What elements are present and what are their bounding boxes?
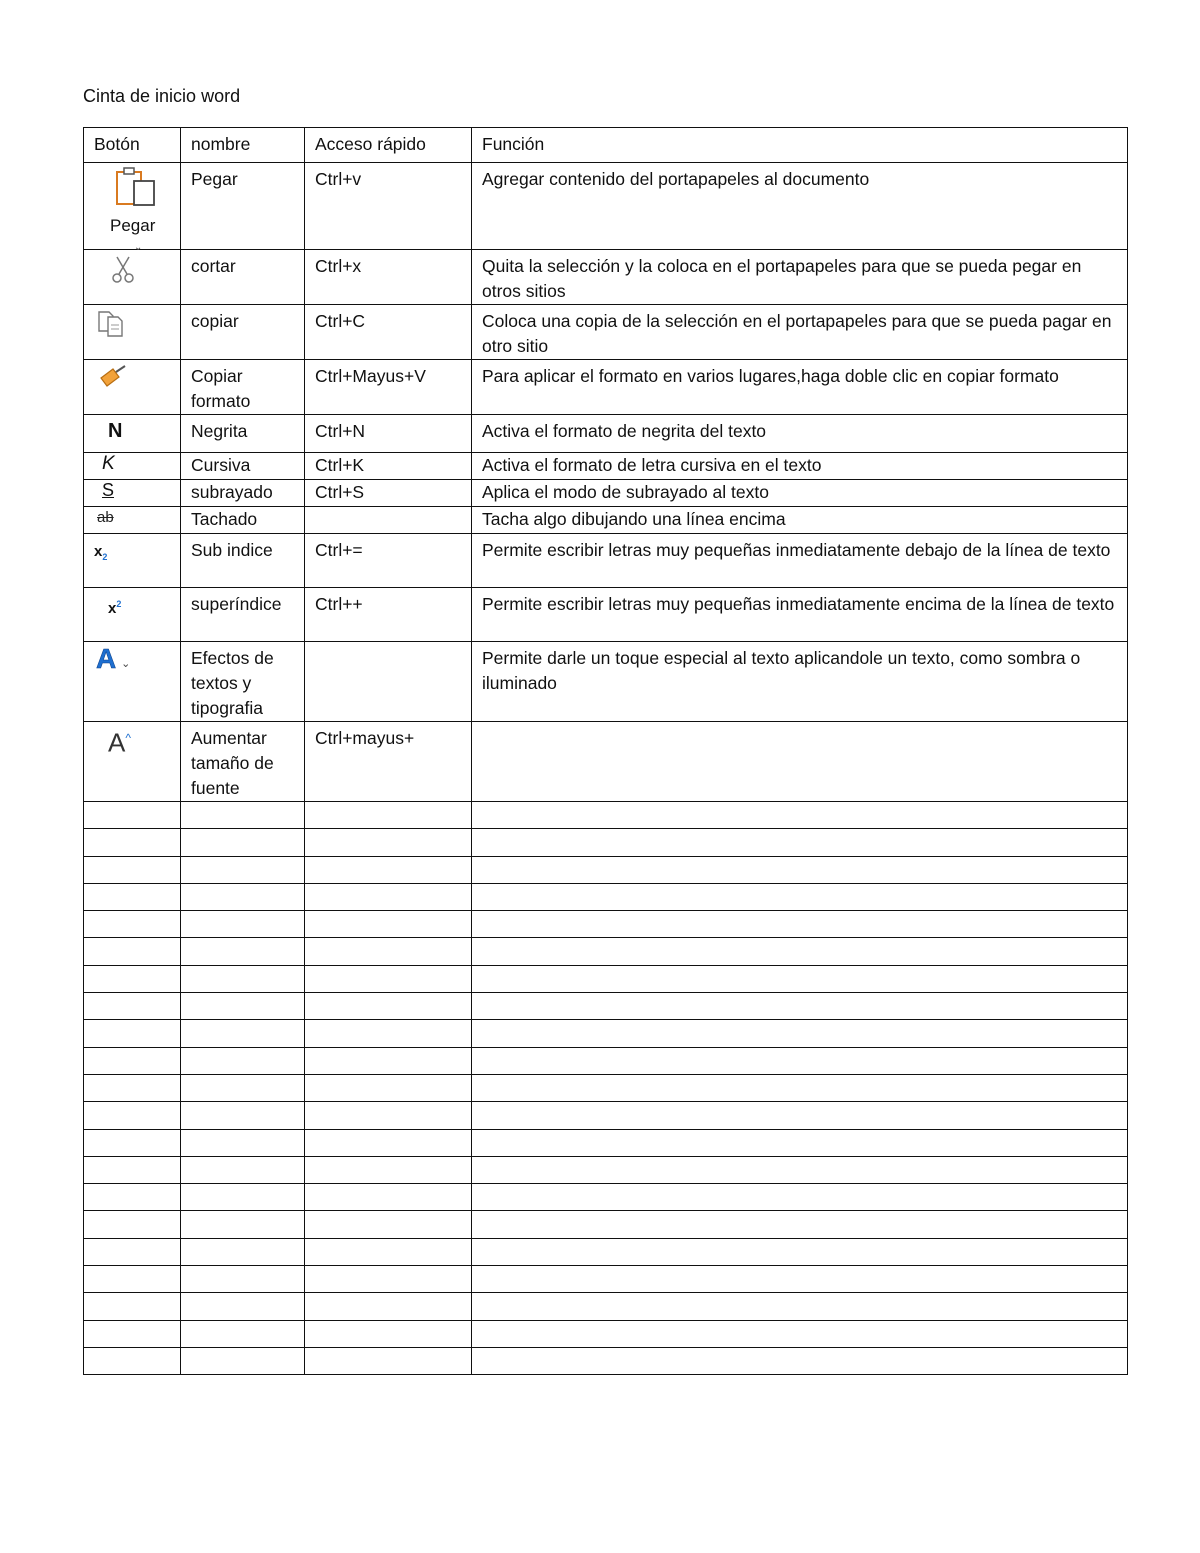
empty-cell: [181, 1020, 305, 1047]
empty-row: [84, 829, 1128, 856]
cell-icon: [84, 250, 181, 305]
underline-icon: S: [102, 480, 115, 500]
empty-cell: [181, 1074, 305, 1101]
empty-cell: [472, 1156, 1128, 1183]
cell-icon: [84, 588, 181, 642]
subscript-icon: $x_2$: [94, 543, 108, 562]
table-row: [84, 722, 1128, 802]
empty-row: [84, 993, 1128, 1020]
empty-row: [84, 938, 1128, 965]
empty-cell: [84, 1347, 181, 1374]
empty-cell: [305, 1293, 472, 1320]
cell-funcion: Quita la selección y la coloca en el portapapeles para que se pueda pegar en otros sitios: [472, 250, 1128, 305]
empty-cell: [305, 1074, 472, 1101]
cell-icon: [84, 453, 181, 480]
empty-cell: [472, 911, 1128, 938]
cell-icon: [84, 642, 181, 722]
table-row: [84, 534, 1128, 588]
empty-cell: [472, 1266, 1128, 1293]
empty-cell: [305, 856, 472, 883]
empty-cell: [84, 829, 181, 856]
empty-row: [84, 1266, 1128, 1293]
empty-cell: [84, 1184, 181, 1211]
empty-row: [84, 1129, 1128, 1156]
table-row: [84, 163, 1128, 250]
table-header-row: [84, 128, 1128, 163]
cell-acceso: Ctrl+C: [305, 305, 472, 360]
empty-row: [84, 1074, 1128, 1101]
cell-nombre: Pegar: [181, 163, 305, 250]
cell-nombre: Copiar formato: [181, 360, 305, 415]
cell-icon: [84, 480, 181, 507]
empty-cell: [472, 1074, 1128, 1101]
empty-cell: [84, 1020, 181, 1047]
empty-cell: [305, 938, 472, 965]
copy-icon: [96, 309, 130, 337]
empty-row: [84, 1156, 1128, 1183]
empty-cell: [84, 993, 181, 1020]
empty-cell: [472, 856, 1128, 883]
empty-cell: [181, 829, 305, 856]
empty-cell: [305, 1347, 472, 1374]
empty-cell: [305, 829, 472, 856]
cell-acceso: Ctrl+N: [305, 415, 472, 453]
chevron-down-icon: ⌄: [134, 242, 143, 253]
empty-row: [84, 1184, 1128, 1211]
chevron-down-icon: ⌄: [121, 658, 131, 670]
empty-row: [84, 1211, 1128, 1238]
cell-nombre: Tachado: [181, 507, 305, 534]
paste-icon-label: Pegar: [110, 216, 156, 235]
empty-cell: [181, 1102, 305, 1129]
cell-nombre: copiar: [181, 305, 305, 360]
table-row: [84, 588, 1128, 642]
empty-row: [84, 1347, 1128, 1374]
empty-cell: [472, 1211, 1128, 1238]
italic-icon: K: [102, 453, 115, 474]
empty-cell: [305, 1211, 472, 1238]
format-painter-icon: [98, 364, 128, 390]
cell-funcion: Agregar contenido del portapapeles al documento: [472, 163, 1128, 250]
empty-cell: [472, 1102, 1128, 1129]
empty-cell: [84, 1102, 181, 1129]
empty-cell: [305, 1020, 472, 1047]
grow-font-glyph: A: [108, 727, 126, 758]
cell-icon: [84, 360, 181, 415]
cell-acceso: Ctrl++: [305, 588, 472, 642]
table-row: [84, 415, 1128, 453]
empty-cell: [84, 911, 181, 938]
empty-cell: [181, 1184, 305, 1211]
table-row: [84, 360, 1128, 415]
empty-cell: [472, 802, 1128, 829]
empty-cell: [472, 1020, 1128, 1047]
cell-nombre: subrayado: [181, 480, 305, 507]
header-acceso: Acceso rápido: [305, 128, 472, 163]
empty-cell: [84, 1074, 181, 1101]
empty-cell: [305, 1047, 472, 1074]
empty-row: [84, 1238, 1128, 1265]
cell-acceso: Ctrl+v: [305, 163, 472, 250]
cell-acceso: [305, 642, 472, 722]
superscript-icon: $x^2$: [108, 599, 122, 617]
cell-icon: [84, 722, 181, 802]
bold-icon: N: [108, 420, 123, 442]
cell-funcion: Para aplicar el formato en varios lugares,haga doble clic en copiar formato: [472, 360, 1128, 415]
empty-cell: [472, 1184, 1128, 1211]
empty-cell: [305, 965, 472, 992]
cell-icon: [84, 163, 181, 253]
cell-acceso: Ctrl+mayus+: [305, 722, 472, 802]
empty-cell: [305, 1102, 472, 1129]
cell-nombre: Cursiva: [181, 453, 305, 480]
empty-cell: [84, 1293, 181, 1320]
strikethrough-icon: ab: [97, 509, 114, 526]
scissors-icon: [108, 254, 138, 284]
empty-cell: [305, 1156, 472, 1183]
cell-icon: [84, 305, 181, 360]
empty-row: [84, 856, 1128, 883]
empty-cell: [305, 883, 472, 910]
cell-acceso: Ctrl+S: [305, 480, 472, 507]
empty-row: [84, 1293, 1128, 1320]
cell-icon: [84, 415, 181, 453]
empty-cell: [181, 1211, 305, 1238]
empty-cell: [305, 1129, 472, 1156]
ribbon-table: [83, 127, 1128, 1375]
empty-cell: [472, 1047, 1128, 1074]
header-funcion: Función: [472, 128, 1128, 163]
empty-cell: [472, 883, 1128, 910]
empty-cell: [84, 1211, 181, 1238]
table-row: [84, 453, 1128, 480]
cell-nombre: superíndice: [181, 588, 305, 642]
empty-cell: [181, 1238, 305, 1265]
cell-funcion: Activa el formato de negrita del texto: [472, 415, 1128, 453]
empty-row: [84, 911, 1128, 938]
cell-icon: [84, 534, 181, 588]
empty-cell: [472, 938, 1128, 965]
header-boton: Botón: [84, 128, 181, 163]
cell-funcion: Coloca una copia de la selección en el portapapeles para que se pueda pagar en otro sitio: [472, 305, 1128, 360]
cell-acceso: Ctrl+Mayus+V: [305, 360, 472, 415]
cell-funcion: Permite darle un toque especial al texto aplicandole un texto, como sombra o iluminado: [472, 642, 1128, 722]
empty-cell: [472, 1129, 1128, 1156]
table-row: [84, 480, 1128, 507]
empty-cell: [472, 965, 1128, 992]
cell-funcion: Permite escribir letras muy pequeñas inmediatamente encima de la línea de texto: [472, 588, 1128, 642]
empty-cell: [305, 1266, 472, 1293]
empty-cell: [472, 1320, 1128, 1347]
empty-cell: [472, 993, 1128, 1020]
table-row: [84, 305, 1128, 360]
cell-acceso: Ctrl+x: [305, 250, 472, 305]
cell-funcion: Activa el formato de letra cursiva en el texto: [472, 453, 1128, 480]
empty-cell: [84, 802, 181, 829]
empty-row: [84, 965, 1128, 992]
cell-icon: [84, 507, 181, 534]
empty-cell: [84, 938, 181, 965]
empty-cell: [84, 1129, 181, 1156]
empty-cell: [181, 802, 305, 829]
empty-cell: [84, 883, 181, 910]
empty-cell: [84, 965, 181, 992]
empty-cell: [472, 1293, 1128, 1320]
empty-cell: [181, 1156, 305, 1183]
empty-cell: [305, 802, 472, 829]
cell-acceso: Ctrl+=: [305, 534, 472, 588]
document-title: Cinta de inicio word: [83, 86, 241, 106]
empty-cell: [472, 829, 1128, 856]
paste-icon: [114, 167, 160, 211]
empty-cell: [84, 1047, 181, 1074]
empty-cell: [305, 1320, 472, 1347]
cell-nombre: Efectos de textos y tipografia: [181, 642, 305, 722]
empty-cell: [181, 1129, 305, 1156]
empty-cell: [181, 1320, 305, 1347]
cell-nombre: Negrita: [181, 415, 305, 453]
empty-cell: [181, 856, 305, 883]
cell-funcion: Aplica el modo de subrayado al texto: [472, 480, 1128, 507]
empty-row: [84, 802, 1128, 829]
cell-funcion: Tacha algo dibujando una línea encima: [472, 507, 1128, 534]
cell-acceso: Ctrl+K: [305, 453, 472, 480]
empty-cell: [84, 856, 181, 883]
empty-cell: [181, 1047, 305, 1074]
cell-nombre: Sub indice: [181, 534, 305, 588]
empty-row: [84, 883, 1128, 910]
empty-row: [84, 1020, 1128, 1047]
table-row: [84, 507, 1128, 534]
cell-nombre: Aumentar tamaño de fuente: [181, 722, 305, 802]
empty-cell: [305, 1184, 472, 1211]
empty-cell: [181, 1347, 305, 1374]
empty-cell: [305, 911, 472, 938]
empty-cell: [181, 911, 305, 938]
empty-cell: [181, 965, 305, 992]
grow-font-icon: A^: [108, 727, 131, 758]
empty-cell: [305, 1238, 472, 1265]
empty-cell: [181, 883, 305, 910]
empty-cell: [305, 993, 472, 1020]
empty-cell: [181, 1293, 305, 1320]
cell-acceso: [305, 507, 472, 534]
cell-funcion: [472, 722, 1128, 802]
header-nombre: nombre: [181, 128, 305, 163]
empty-cell: [472, 1238, 1128, 1265]
empty-cell: [181, 938, 305, 965]
empty-cell: [181, 1266, 305, 1293]
empty-cell: [84, 1320, 181, 1347]
empty-cell: [84, 1156, 181, 1183]
table-row: [84, 250, 1128, 305]
empty-row: [84, 1047, 1128, 1074]
empty-row: [84, 1320, 1128, 1347]
text-effects-icon: A: [96, 643, 117, 674]
empty-cell: [84, 1238, 181, 1265]
empty-cell: [472, 1347, 1128, 1374]
cell-nombre: cortar: [181, 250, 305, 305]
empty-cell: [84, 1266, 181, 1293]
empty-row: [84, 1102, 1128, 1129]
cell-funcion: Permite escribir letras muy pequeñas inmediatamente debajo de la línea de texto: [472, 534, 1128, 588]
table-row: [84, 642, 1128, 722]
empty-cell: [181, 993, 305, 1020]
